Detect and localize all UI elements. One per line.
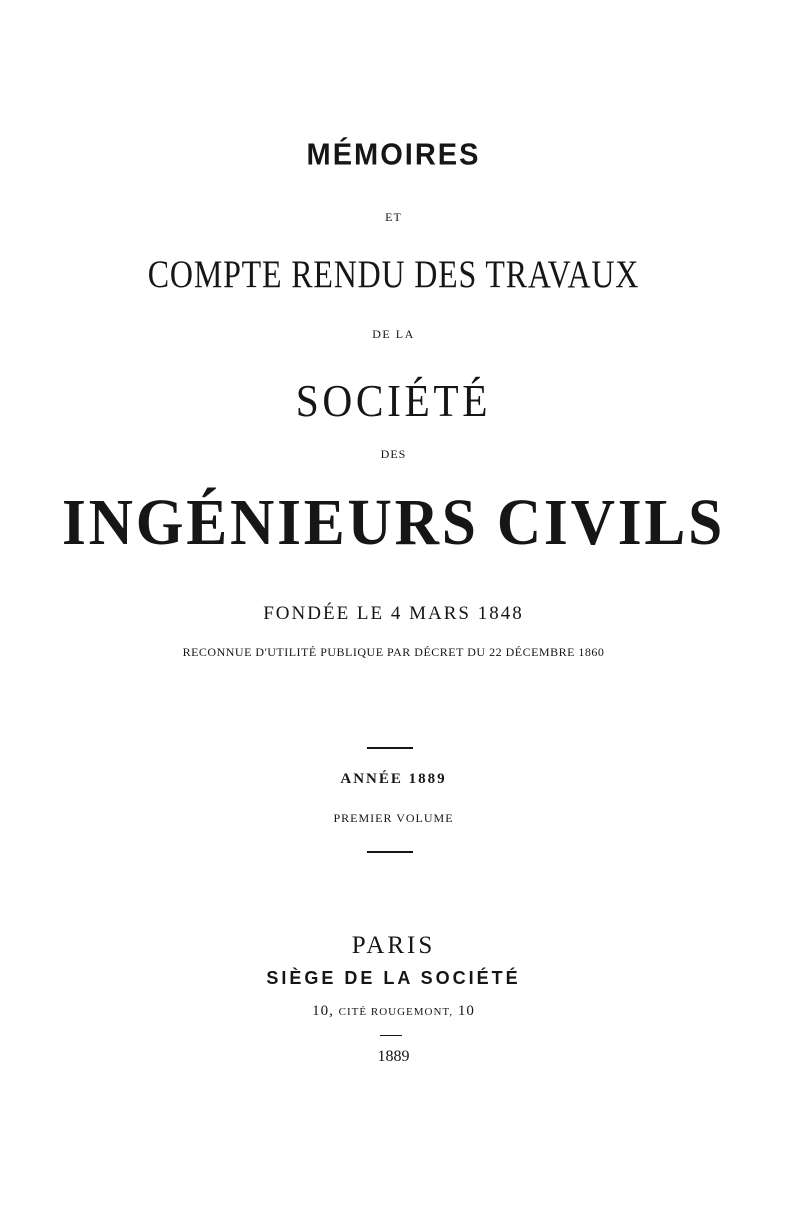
address-number-right: 10 [457, 1003, 475, 1019]
heading-memoires: MÉMOIRES [306, 138, 481, 172]
imprint-address [0, 1004, 787, 1019]
conjunction-et: ET [385, 210, 402, 224]
heading-ingenieurs-civils: INGÉNIEURS CIVILS [61, 486, 726, 559]
year-heading: ANNÉE 1889 [340, 771, 447, 787]
address-number-left: 10, [312, 1003, 334, 1019]
address-street: CITÉ ROUGEMONT, [338, 1006, 454, 1018]
connector-de-la: DE LA [372, 327, 415, 341]
imprint-city: PARIS [351, 932, 436, 959]
heading-compte-rendu: COMPTE RENDU DES TRAVAUX [147, 253, 640, 296]
founding-date: FONDÉE LE 4 MARS 1848 [263, 603, 524, 624]
imprint-dash [380, 1035, 402, 1036]
connector-des: DES [380, 447, 407, 461]
imprint-year: 1889 [377, 1048, 410, 1065]
heading-societe: SOCIÉTÉ [295, 375, 492, 426]
divider-rule-bottom [367, 851, 413, 853]
divider-rule-top [367, 747, 413, 749]
volume-label: PREMIER VOLUME [333, 811, 454, 825]
public-utility-decree: RECONNUE D'UTILITÉ PUBLIQUE PAR DÉCRET DU 22 DÉCEMBRE 1860 [182, 645, 605, 659]
imprint-publisher: SIÈGE DE LA SOCIÉTÉ [266, 968, 521, 988]
